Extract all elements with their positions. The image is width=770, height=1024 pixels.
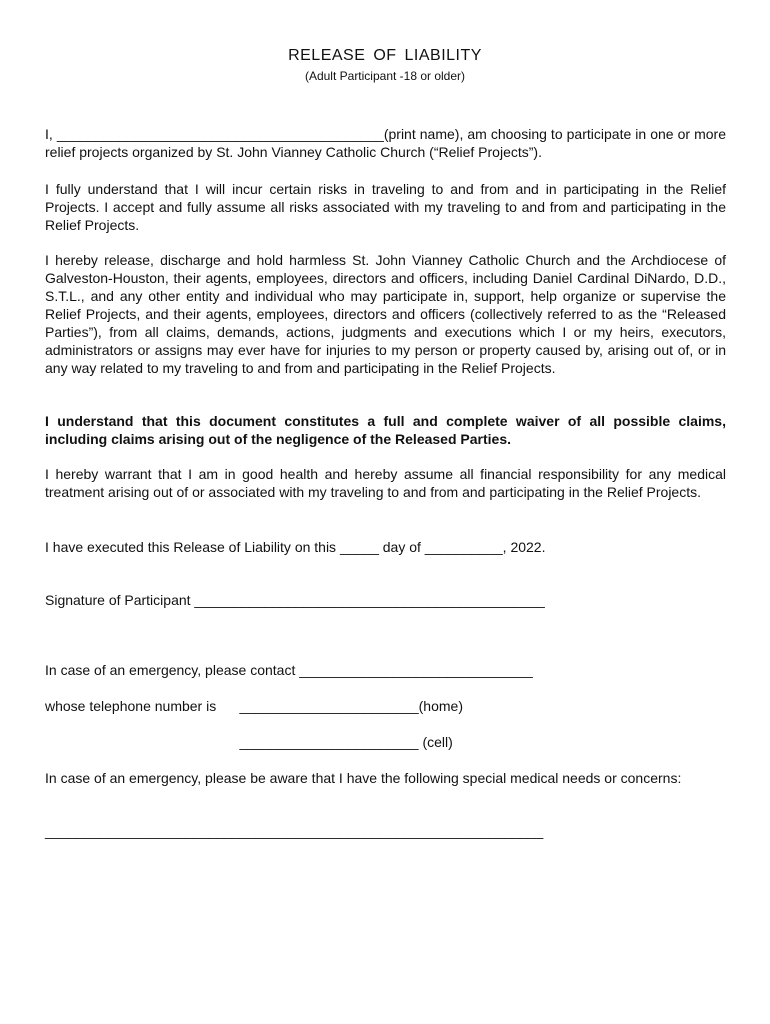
medical-needs-paragraph: In case of an emergency, please be aware that I have the following special medical needs or concerns: [45, 770, 682, 786]
document-subtitle: (Adult Participant -18 or older) [304, 69, 466, 83]
print-name-paragraph: I, __________________________________________(print name), am choosing to participate in one or more relief projects organized by St. John Vianney Catholic Church (“Relief Projects”). [45, 126, 726, 160]
release-paragraph: I hereby release, discharge and hold harmless St. John Vianney Catholic Church and the Archdiocese of Galveston-Houston, their agents, employees, directors and officers, including Daniel Cardinal DiNardo, D.D., S.T.L., and any other entity and individual who may participate in, support, help organize or supervise the Relief Projects, and their agents, employees, directors and officers (collectively referred to as the “Released Parties”), from all claims, demands, actions, judgments and executions which I or my heirs, executors, administrators or assigns may ever have for injuries to my person or property caused by, arising out of, or in any way related to my traveling to and from and participating in the Relief Projects. [45, 252, 726, 376]
document-title: RELEASE OF LIABILITY [288, 47, 482, 64]
home-phone-line: whose telephone number is _______________________(home) [45, 698, 463, 714]
participant-signature-line: Signature of Participant _____________________________________________ [45, 592, 545, 608]
executed-date-line: I have executed this Release of Liability on this _____ day of __________, 2022. [45, 539, 546, 555]
emergency-contact-line: In case of an emergency, please contact ______________________________ [45, 662, 533, 678]
risk-acknowledgement-paragraph: I fully understand that I will incur certain risks in traveling to and from and in participating in the Relief Projects. I accept and fully assume all risks associated with my traveling to and from and participating in the Relief Projects. [45, 181, 726, 233]
health-warranty-paragraph: I hereby warrant that I am in good health and hereby assume all financial responsibility for any medical treatment arising out of or associated with my traveling to and from and participating in the Relief Projects. [45, 466, 726, 500]
medical-needs-blank-line: ________________________________________________________________ [45, 823, 544, 839]
waiver-notice-paragraph: I understand that this document constitutes a full and complete waiver of all possible claims, including claims arising out of the negligence of the Released Parties. [45, 413, 726, 447]
cell-phone-line: _______________________ (cell) [45, 734, 453, 750]
